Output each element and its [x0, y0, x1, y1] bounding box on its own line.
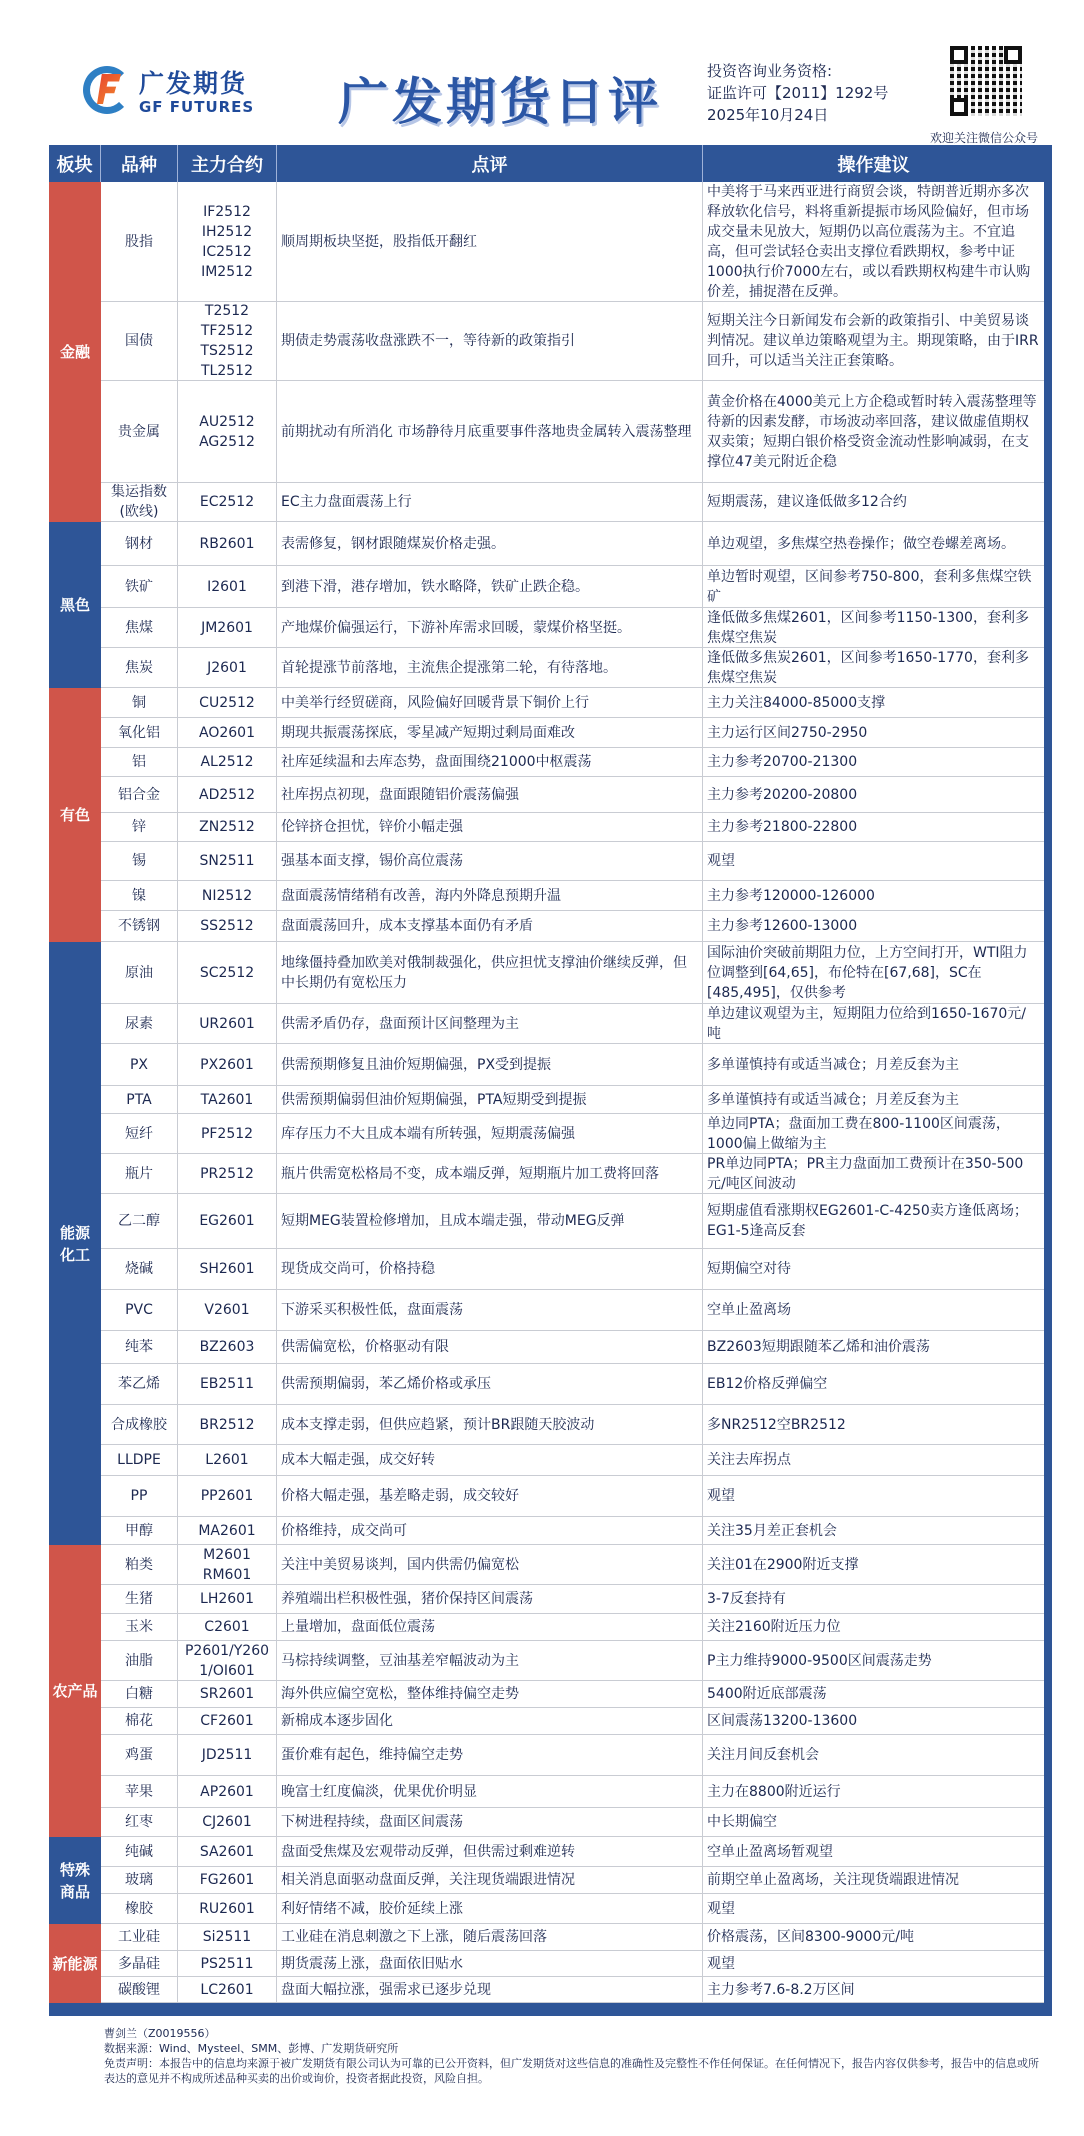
table-row	[101, 1249, 1044, 1290]
variety-cell: 碳酸锂	[101, 1977, 178, 2002]
variety-cell: 甲醇	[101, 1517, 178, 1544]
comment-cell: 产地煤价偏强运行，下游补库需求回暖，蒙煤价格坚挺。	[277, 608, 703, 647]
variety-cell: 粕类	[101, 1545, 178, 1584]
variety-cell: 氧化铝	[101, 718, 178, 747]
contract-cell: PF2512	[178, 1114, 277, 1153]
table-row	[101, 608, 1044, 648]
comment-cell: 利好情绪不减，胶价延续上涨	[277, 1894, 703, 1923]
table-row	[101, 566, 1044, 608]
contract-cell: BZ2603	[178, 1331, 277, 1363]
comment-cell: 关注中美贸易谈判，国内供需仍偏宽松	[277, 1545, 703, 1584]
variety-cell: 油脂	[101, 1641, 178, 1680]
comment-cell: 伦锌挤仓担忧，锌价小幅走强	[277, 813, 703, 841]
col-advice: 操作建议	[837, 154, 910, 176]
table-row	[101, 648, 1044, 688]
table-row	[101, 1044, 1044, 1086]
variety-cell: 多晶硅	[101, 1951, 178, 1976]
advice-cell: EB12价格反弹偏空	[707, 1376, 828, 1392]
analyst: 曹剑兰（Z0019556）	[104, 2027, 216, 2040]
advice-cell: 3-7反套持有	[707, 1591, 786, 1607]
table-row	[101, 718, 1044, 748]
contract-cell: SN2511	[178, 842, 277, 880]
variety-cell: 股指	[101, 182, 178, 301]
variety-cell: 合成橡胶	[101, 1405, 178, 1444]
report-date: 2025年10月24日	[707, 106, 829, 124]
comment-cell: 表需修复，钢材跟随煤炭价格走强。	[277, 522, 703, 565]
table-row	[101, 688, 1044, 718]
contract-cell: LC2601	[178, 1977, 277, 2002]
variety-cell: 生猪	[101, 1585, 178, 1613]
variety-cell: 白糖	[101, 1681, 178, 1707]
comment-cell: 下游采买积极性低，盘面震荡	[277, 1290, 703, 1330]
contract-cell: SR2601	[178, 1681, 277, 1707]
sector-label: 金融	[49, 182, 101, 522]
comment-cell: 现货成交尚可，价格持稳	[277, 1249, 703, 1289]
gf-futures-logo	[83, 64, 273, 118]
comment-cell: 下树进程持续，盘面区间震荡	[277, 1808, 703, 1836]
table-row	[101, 777, 1044, 813]
advice-cell: 逢低做多焦炭2601，区间参考1650-1770，套利多焦煤空焦炭	[707, 649, 1029, 686]
contract-cell: MA2601	[178, 1517, 277, 1544]
variety-cell: 苹果	[101, 1776, 178, 1807]
contract-cell: EB2511	[178, 1364, 277, 1404]
table-row	[101, 1114, 1044, 1154]
comment-cell: EC主力盘面震荡上行	[277, 483, 703, 521]
sector-column	[49, 182, 101, 2003]
sector-label: 农产品	[49, 1545, 101, 1837]
variety-cell: 棉花	[101, 1708, 178, 1734]
col-sector: 板块	[49, 145, 101, 182]
contract-cell: SA2601	[178, 1837, 277, 1866]
advice-cell: PR单边同PTA；PR主力盘面加工费预计在350-500元/吨区间波动	[707, 1155, 1024, 1192]
variety-cell: 烧碱	[101, 1249, 178, 1289]
table-row	[101, 1476, 1044, 1517]
comment-cell: 首轮提涨节前落地，主流焦企提涨第二轮，有待落地。	[277, 648, 703, 687]
advice-cell: 短期偏空对待	[707, 1261, 791, 1277]
table-row	[101, 1364, 1044, 1405]
comment-cell: 工业硅在消息刺激之下上涨，随后震荡回落	[277, 1924, 703, 1950]
license-number: 证监许可【2011】1292号	[707, 84, 889, 102]
table-row	[101, 1681, 1044, 1708]
logo-cn: 广发期货	[139, 69, 248, 98]
table-row	[101, 1708, 1044, 1735]
variety-cell: 锡	[101, 842, 178, 880]
sector-label: 新能源	[49, 1924, 101, 2003]
sector-label: 特殊 商品	[49, 1837, 101, 1924]
comment-cell: 盘面震荡回升，成本支撑基本面仍有矛盾	[277, 911, 703, 941]
advice-cell: 短期关注今日新闻发布会新的政策指引、中美贸易谈判情况。建议单边策略观望为主。期现策略，由于IRR回升，可以适当关注正套策略。	[707, 313, 1039, 369]
comment-cell: 价格维持，成交尚可	[277, 1517, 703, 1544]
table-row	[101, 1735, 1044, 1776]
contract-cell: TA2601	[178, 1086, 277, 1113]
table-row	[101, 942, 1044, 1004]
advice-cell: 主力参考20700-21300	[707, 754, 858, 770]
advice-cell: 价格震荡，区间8300-9000元/吨	[707, 1929, 915, 1945]
comment-cell: 蛋价难有起色，维持偏空走势	[277, 1735, 703, 1775]
advice-cell: 短期震荡，建议逢低做多12合约	[707, 494, 907, 510]
comment-cell: 相关消息面驱动盘面反弹，关注现货端跟进情况	[277, 1867, 703, 1893]
variety-cell: 玻璃	[101, 1867, 178, 1893]
comment-cell: 期货震荡上涨，盘面依旧贴水	[277, 1951, 703, 1976]
table-row	[101, 911, 1044, 942]
advice-cell: 国际油价突破前期阻力位，上方空间打开，WTI阻力位调整到[64,65]，布伦特在[67,68]，SC在[485,495]，仅供参考	[707, 944, 1028, 1001]
comment-cell: 供需偏宽松，价格驱动有限	[277, 1331, 703, 1363]
variety-cell: 红枣	[101, 1808, 178, 1836]
advice-cell: 主力参考120000-126000	[707, 887, 875, 904]
comment-cell: 晚富士红度偏淡，优果优价明显	[277, 1776, 703, 1807]
contract-cell: RB2601	[178, 522, 277, 565]
variety-cell: 橡胶	[101, 1894, 178, 1923]
contract-cell: CU2512	[178, 688, 277, 717]
contract-cell: AU2512 AG2512	[178, 381, 277, 482]
contract-cell: AD2512	[178, 777, 277, 812]
contract-cell: L2601	[178, 1445, 277, 1475]
advice-cell: 单边同PTA；盘面加工费在800-1100区间震荡，1000偏上做缩为主	[707, 1115, 1010, 1152]
advice-cell: 单边暂时观望，区间参考750-800，套利多焦煤空铁矿	[707, 568, 1032, 605]
table-row	[101, 1445, 1044, 1476]
advice-cell: 关注35月差正套机会	[707, 1522, 837, 1539]
comment-cell: 成本大幅走强，成交好转	[277, 1445, 703, 1475]
contract-cell: RU2601	[178, 1894, 277, 1923]
table-row	[101, 1808, 1044, 1837]
advice-cell: 主力参考20200-20800	[707, 786, 858, 803]
variety-cell: 瓶片	[101, 1154, 178, 1193]
advice-cell: 中长期偏空	[707, 1814, 777, 1830]
comment-cell: 供需矛盾仍存，盘面预计区间整理为主	[277, 1004, 703, 1043]
variety-cell: LLDPE	[101, 1445, 178, 1475]
table-row	[101, 813, 1044, 842]
contract-cell: T2512 TF2512 TS2512 TL2512	[178, 302, 277, 380]
comment-cell: 海外供应偏空宽松，整体维持偏空走势	[277, 1681, 703, 1707]
variety-cell: PP	[101, 1476, 178, 1516]
sector-label: 能源 化工	[49, 942, 101, 1545]
table-row	[101, 302, 1044, 381]
variety-cell: 铜	[101, 688, 178, 717]
contract-cell: SC2512	[178, 942, 277, 1003]
contract-cell: PX2601	[178, 1044, 277, 1085]
contract-cell: EC2512	[178, 483, 277, 521]
variety-cell: 焦煤	[101, 608, 178, 647]
advice-cell: 主力运行区间2750-2950	[707, 724, 868, 741]
qr-caption: 欢迎关注微信公众号	[930, 131, 1039, 145]
table-row	[101, 1894, 1044, 1924]
variety-cell: 纯苯	[101, 1331, 178, 1363]
advice-cell: 空单止盈离场暂观望	[707, 1843, 833, 1860]
table-row	[101, 1405, 1044, 1445]
advice-cell: 关注01在2900附近支撑	[707, 1556, 859, 1573]
contract-cell: C2601	[178, 1614, 277, 1640]
table-row	[101, 522, 1044, 566]
contract-cell: BR2512	[178, 1405, 277, 1444]
contract-cell: P2601/Y2601/OI601	[178, 1641, 277, 1680]
variety-cell: 锌	[101, 813, 178, 841]
contract-cell: PS2511	[178, 1951, 277, 1976]
comment-cell: 社库拐点初现，盘面跟随铝价震荡偏强	[277, 777, 703, 812]
advice-cell: 观望	[707, 1900, 735, 1917]
comment-cell: 供需预期偏弱，苯乙烯价格或承压	[277, 1364, 703, 1404]
contract-cell: FG2601	[178, 1867, 277, 1893]
advice-cell: 前期空单止盈离场，关注现货端跟进情况	[707, 1872, 959, 1888]
col-variety: 品种	[101, 145, 178, 182]
advice-cell: 单边观望，多焦煤空热卷操作；做空卷螺差离场。	[707, 535, 1015, 552]
daily-review-table	[49, 145, 1052, 2003]
comment-cell: 养殖端出栏积极性强，猪价保持区间震荡	[277, 1585, 703, 1613]
table-row	[101, 1290, 1044, 1331]
table-row	[101, 1585, 1044, 1614]
variety-cell: 贵金属	[101, 381, 178, 482]
contract-cell: AO2601	[178, 718, 277, 747]
table-bottom-bar	[49, 2003, 1052, 2016]
variety-cell: 玉米	[101, 1614, 178, 1640]
contract-cell: PR2512	[178, 1154, 277, 1193]
contract-cell: AL2512	[178, 748, 277, 776]
table-row	[101, 1977, 1044, 2003]
table-row	[101, 1086, 1044, 1114]
comment-cell: 盘面大幅拉涨，强需求已逐步兑现	[277, 1977, 703, 2002]
comment-cell: 库存压力不大且成本端有所转强，短期震荡偏强	[277, 1114, 703, 1153]
comment-cell: 盘面受焦煤及宏观带动反弹，但供需过剩难逆转	[277, 1837, 703, 1866]
advice-cell: 多单谨慎持有或适当减仓；月差反套为主	[707, 1091, 959, 1108]
variety-cell: PX	[101, 1044, 178, 1085]
advice-cell: 主力关注84000-85000支撑	[707, 694, 886, 711]
table-row	[101, 842, 1044, 881]
comment-cell: 供需预期偏弱但油价短期偏强，PTA短期受到提振	[277, 1086, 703, 1113]
table-row	[101, 1004, 1044, 1044]
comment-cell: 短期MEG装置检修增加，且成本端走强，带动MEG反弹	[277, 1194, 703, 1248]
contract-cell: I2601	[178, 566, 277, 607]
comment-cell: 到港下滑，港存增加，铁水略降，铁矿止跌企稳。	[277, 566, 703, 607]
comment-cell: 马棕持续调整，豆油基差窄幅波动为主	[277, 1641, 703, 1680]
advice-cell: P主力维持9000-9500区间震荡走势	[707, 1652, 932, 1669]
advice-cell: 主力参考7.6-8.2万区间	[707, 1981, 855, 1998]
table-row	[101, 1614, 1044, 1641]
advice-cell: 主力参考12600-13000	[707, 918, 858, 934]
contract-cell: M2601 RM601	[178, 1545, 277, 1584]
advice-cell: 黄金价格在4000美元上方企稳或暂时转入震荡整理等待新的因素发酵，市场波动率回落，建议做虚值期权双卖策；短期白银价格受资金流动性影响减弱，在支撑位47美元附近企稳	[707, 393, 1037, 470]
table-row	[101, 1867, 1044, 1894]
table-row	[101, 1194, 1044, 1249]
contract-cell: PP2601	[178, 1476, 277, 1516]
table-row	[101, 1545, 1044, 1585]
comment-cell: 供需预期修复且油价短期偏强，PX受到提振	[277, 1044, 703, 1085]
contract-cell: LH2601	[178, 1585, 277, 1613]
advice-cell: 关注2160附近压力位	[707, 1619, 841, 1635]
table-row	[101, 483, 1044, 522]
variety-cell: PVC	[101, 1290, 178, 1330]
table-row	[101, 381, 1044, 483]
variety-cell: 焦炭	[101, 648, 178, 687]
comment-cell: 强基本面支撑，锡价高位震荡	[277, 842, 703, 880]
advice-cell: 空单止盈离场	[707, 1302, 791, 1318]
contract-cell: Si2511	[178, 1924, 277, 1950]
logo-en: GF FUTURES	[139, 98, 255, 116]
comment-cell: 盘面震荡情绪稍有改善，海内外降息预期升温	[277, 881, 703, 910]
table-row	[101, 1331, 1044, 1364]
wechat-qr-code-icon	[950, 46, 1022, 116]
advice-cell: 观望	[707, 1488, 735, 1504]
variety-cell: 铝	[101, 748, 178, 776]
data-source: 数据来源：Wind、Mysteel、SMM、彭博、广发期货研究所	[104, 2042, 399, 2055]
contract-cell: EG2601	[178, 1194, 277, 1248]
comment-cell: 中美举行经贸磋商，风险偏好回暖背景下铜价上行	[277, 688, 703, 717]
variety-cell: 集运指数 (欧线)	[101, 483, 178, 521]
table-row	[101, 1951, 1044, 1977]
contract-cell: JD2511	[178, 1735, 277, 1775]
footer	[104, 2026, 1044, 2086]
advice-cell: 短期虚值看涨期权EG2601-C-4250卖方逢低离场；EG1-5逢高反套	[707, 1203, 1028, 1239]
contract-cell: NI2512	[178, 881, 277, 910]
variety-cell: 铁矿	[101, 566, 178, 607]
variety-cell: 钢材	[101, 522, 178, 565]
page-title: 广发期货日评	[338, 72, 662, 131]
variety-cell: 鸡蛋	[101, 1735, 178, 1775]
contract-cell: J2601	[178, 648, 277, 687]
comment-cell: 顺周期板块坚挺，股指低开翻红	[277, 182, 703, 301]
comment-cell: 瓶片供需宽松格局不变，成本端反弹，短期瓶片加工费将回落	[277, 1154, 703, 1193]
table-row	[101, 1924, 1044, 1951]
sector-label: 黑色	[49, 522, 101, 688]
comment-cell: 上量增加，盘面低位震荡	[277, 1614, 703, 1640]
contract-cell: ZN2512	[178, 813, 277, 841]
comment-cell: 价格大幅走强，基差略走弱，成交较好	[277, 1476, 703, 1516]
col-contract: 主力合约	[178, 145, 277, 182]
variety-cell: 纯碱	[101, 1837, 178, 1866]
advice-cell: 单边建议观望为主，短期阻力位给到1650-1670元/吨	[707, 1005, 1027, 1042]
variety-cell: 工业硅	[101, 1924, 178, 1950]
variety-cell: 乙二醇	[101, 1194, 178, 1248]
comment-cell: 新棉成本逐步固化	[277, 1708, 703, 1734]
advice-cell: 多单谨慎持有或适当减仓；月差反套为主	[707, 1056, 959, 1073]
variety-cell: 不锈钢	[101, 911, 178, 941]
advice-cell: 主力在8800附近运行	[707, 1783, 841, 1800]
contract-cell: CF2601	[178, 1708, 277, 1734]
table-row	[101, 1837, 1044, 1867]
sector-label: 有色	[49, 688, 101, 942]
advice-cell: 观望	[707, 1955, 735, 1972]
comment-cell: 成本支撑走弱，但供应趋紧，预计BR跟随天胶波动	[277, 1405, 703, 1444]
contract-cell: SH2601	[178, 1249, 277, 1289]
contract-cell: IF2512 IH2512 IC2512 IM2512	[178, 182, 277, 301]
qualification-label: 投资咨询业务资格:	[707, 62, 833, 80]
contract-cell: UR2601	[178, 1004, 277, 1043]
comment-cell: 社库延续温和去库态势，盘面围绕21000中枢震荡	[277, 748, 703, 776]
table-row	[101, 1776, 1044, 1808]
contract-cell: V2601	[178, 1290, 277, 1330]
disclaimer: 免责声明：本报告中的信息均来源于被广发期货有限公司认为可靠的已公开资料，但广发期货对这些信息的准确性及完整性不作任何保证。在任何情况下，报告内容仅供参考，报告中的信息或所表达的意见并不构成所述品种买卖的出价或询价，投资者据此投资，风险自担。	[104, 2057, 1039, 2085]
variety-cell: 镍	[101, 881, 178, 910]
contract-cell: SS2512	[178, 911, 277, 941]
variety-cell: PTA	[101, 1086, 178, 1113]
contract-cell: AP2601	[178, 1776, 277, 1807]
table-header	[49, 145, 1044, 182]
advice-cell: 观望	[707, 853, 735, 869]
table-rows	[101, 182, 1044, 2003]
table-row	[101, 1641, 1044, 1681]
advice-cell: 逢低做多焦煤2601，区间参考1150-1300，套利多焦煤空焦炭	[707, 609, 1029, 646]
advice-cell: BZ2603短期跟随苯乙烯和油价震荡	[707, 1339, 930, 1355]
variety-cell: 原油	[101, 942, 178, 1003]
advice-cell: 关注去库拐点	[707, 1452, 791, 1468]
advice-cell: 主力参考21800-22800	[707, 819, 858, 835]
col-comment: 点评	[277, 145, 703, 182]
advice-cell: 多NR2512空BR2512	[707, 1416, 846, 1433]
advice-cell: 5400附近底部震荡	[707, 1686, 827, 1702]
contract-cell: JM2601	[178, 608, 277, 647]
license-info	[707, 60, 888, 126]
table-row	[101, 748, 1044, 777]
variety-cell: 短纤	[101, 1114, 178, 1153]
table-row	[101, 182, 1044, 302]
comment-cell: 前期扰动有所消化 市场静待月底重要事件落地贵金属转入震荡整理	[277, 381, 703, 482]
variety-cell: 国债	[101, 302, 178, 380]
contract-cell: CJ2601	[178, 1808, 277, 1836]
variety-cell: 铝合金	[101, 777, 178, 812]
advice-cell: 中美将于马来西亚进行商贸会谈，特朗普近期亦多次释放软化信号，料将重新提振市场风险偏好，但市场成交量未见放大，短期仍以高位震荡为主。不宜追高，但可尝试轻仓卖出支撑位看跌期权，参考中证1000执行价7000左右，或以看跌期权构建牛市认购价差，捕捉潜在反弹。	[707, 183, 1031, 300]
advice-cell: 关注月间反套机会	[707, 1747, 819, 1763]
table-row	[101, 1517, 1044, 1545]
comment-cell: 期现共振震荡探底，零星减产短期过剩局面难改	[277, 718, 703, 747]
comment-cell: 地缘僵持叠加欧美对俄制裁强化，供应担忧支撑油价继续反弹，但中长期仍有宽松压力	[277, 942, 703, 1003]
table-row	[101, 1154, 1044, 1194]
advice-cell: 区间震荡13200-13600	[707, 1713, 858, 1729]
table-row	[101, 881, 1044, 911]
variety-cell: 尿素	[101, 1004, 178, 1043]
variety-cell: 苯乙烯	[101, 1364, 178, 1404]
comment-cell: 期债走势震荡收盘涨跌不一，等待新的政策指引	[277, 302, 703, 380]
